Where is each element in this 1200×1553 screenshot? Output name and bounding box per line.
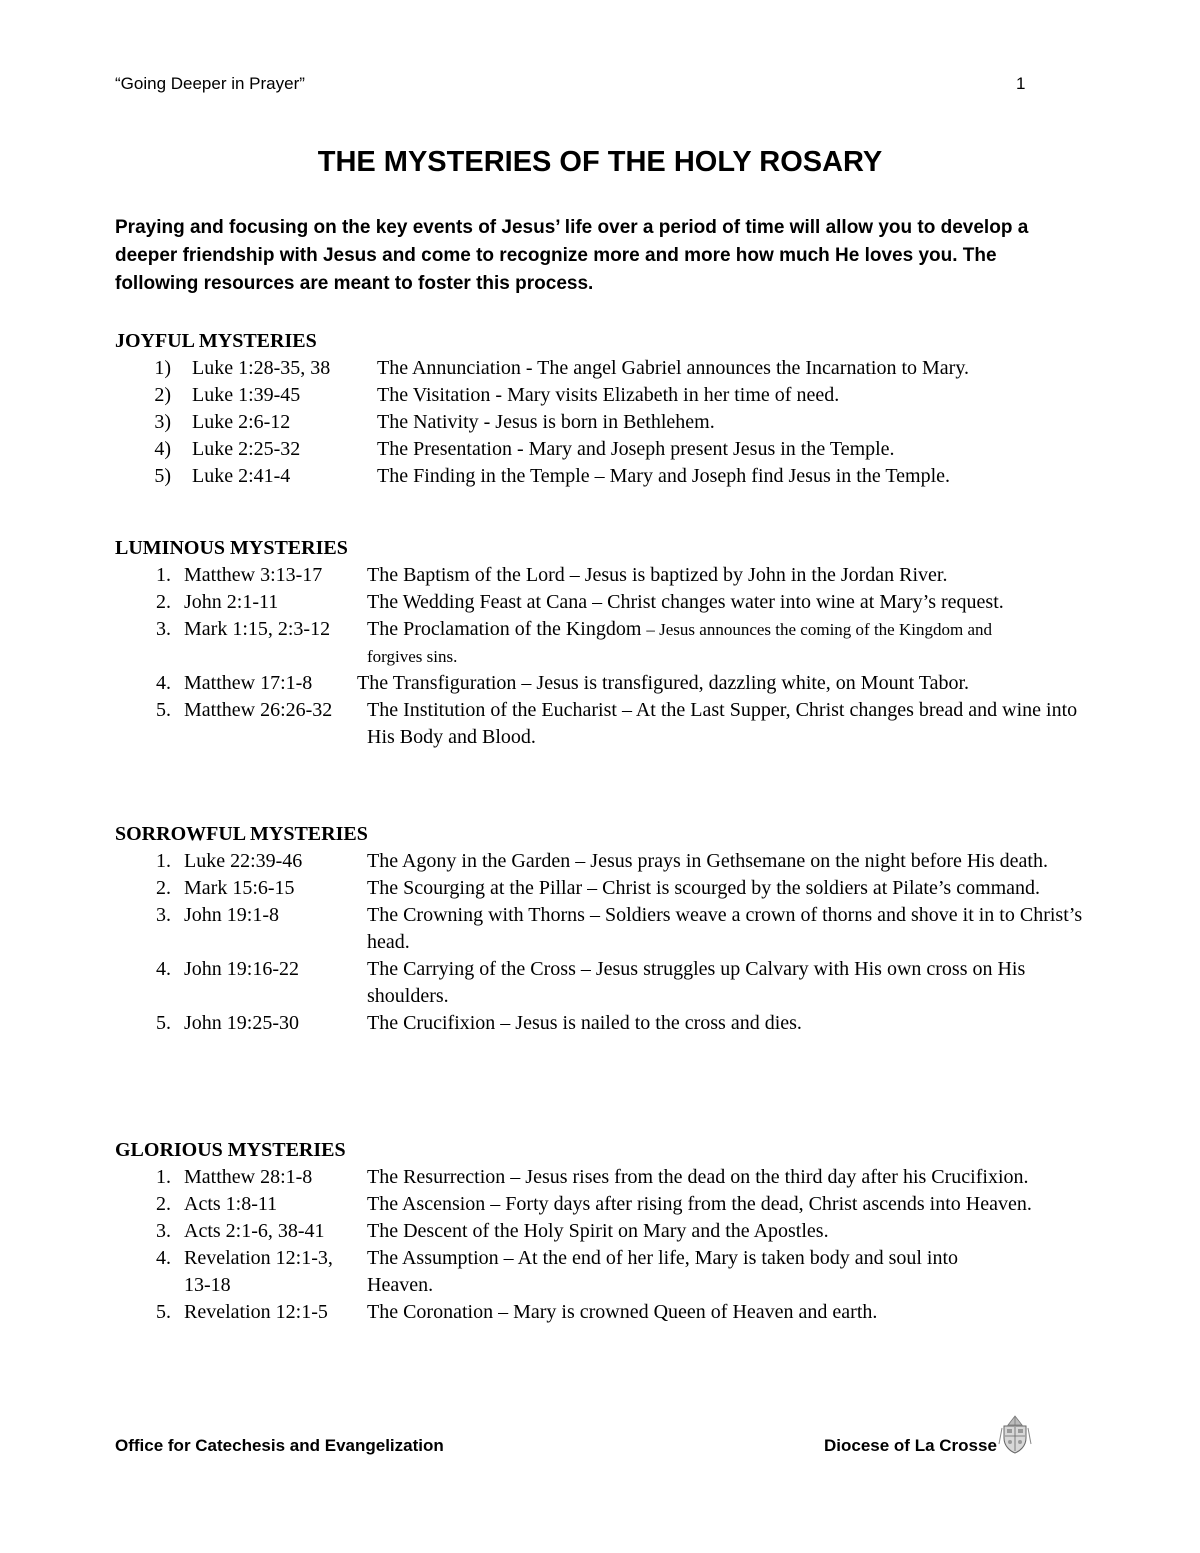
item-number: 4. xyxy=(156,958,171,980)
list-item xyxy=(115,1245,1115,1299)
scripture-reference: Revelation 12:1-5 xyxy=(184,1301,328,1323)
scripture-reference: Luke 1:28-35, 38 xyxy=(192,357,331,379)
list-item xyxy=(115,902,1115,956)
mystery-description: The Assumption – At the end of her life, Mary is taken body and soul into Heaven. xyxy=(367,1247,959,1296)
mystery-description: The Scourging at the Pillar – Christ is scourged by the soldiers at Pilate’s command. xyxy=(367,877,1041,899)
mystery-description: The Nativity - Jesus is born in Bethlehem. xyxy=(377,411,715,433)
mystery-description: The Annunciation - The angel Gabriel announces the Incarnation to Mary. xyxy=(377,357,970,379)
item-number: 2. xyxy=(156,1193,171,1215)
item-number: 3) xyxy=(154,411,171,433)
list-item xyxy=(115,1218,1115,1245)
list-item xyxy=(115,697,1115,751)
mystery-description: The Descent of the Holy Spirit on Mary and the Apostles. xyxy=(367,1220,829,1242)
list-item xyxy=(115,1191,1115,1218)
scripture-reference: John 2:1-11 xyxy=(184,591,279,613)
scripture-reference: Matthew 26:26-32 xyxy=(184,699,333,721)
scripture-reference: John 19:1-8 xyxy=(184,904,279,926)
section-heading: LUMINOUS MYSTERIES xyxy=(115,537,348,559)
list-item xyxy=(115,463,1115,490)
item-number: 1. xyxy=(156,1166,171,1188)
scripture-reference: Luke 1:39-45 xyxy=(192,384,301,406)
mystery-description: The Resurrection – Jesus rises from the dead on the third day after his Crucifixion. xyxy=(367,1166,1029,1188)
mystery-description: The Visitation - Mary visits Elizabeth in her time of need. xyxy=(377,384,840,406)
scripture-reference: Acts 2:1-6, 38-41 xyxy=(184,1220,325,1242)
list-item xyxy=(115,409,1115,436)
mystery-description: The Transfiguration – Jesus is transfigured, dazzling white, on Mount Tabor. xyxy=(357,672,970,694)
scripture-reference: Luke 2:6-12 xyxy=(192,411,291,433)
section-heading: JOYFUL MYSTERIES xyxy=(115,330,317,352)
item-number: 3. xyxy=(156,904,171,926)
mystery-description xyxy=(367,616,1047,670)
list-item xyxy=(115,436,1115,463)
scripture-reference: Matthew 17:1-8 xyxy=(184,672,313,694)
list-item xyxy=(115,848,1115,875)
item-number: 5. xyxy=(156,1301,171,1323)
list-item xyxy=(115,956,1115,1010)
item-number: 1. xyxy=(156,564,171,586)
scripture-reference: Mark 1:15, 2:3-12 xyxy=(184,618,331,640)
section-sorrowful xyxy=(115,820,1115,1037)
list-item xyxy=(115,1299,1115,1326)
item-number: 2) xyxy=(154,384,171,406)
mystery-description: The Crucifixion – Jesus is nailed to the cross and dies. xyxy=(367,1012,802,1034)
scripture-reference-continued: 13-18 xyxy=(184,1274,231,1296)
footer-diocese: Diocese of La Crosse xyxy=(824,1436,997,1455)
item-number: 5) xyxy=(154,465,171,487)
list-item xyxy=(115,875,1115,902)
item-number: 2. xyxy=(156,877,171,899)
list-item xyxy=(115,355,1115,382)
item-number: 4. xyxy=(156,1247,171,1269)
scripture-reference: Acts 1:8-11 xyxy=(184,1193,278,1215)
list-item xyxy=(115,589,1115,616)
item-number: 1. xyxy=(156,850,171,872)
scripture-reference: Revelation 12:1-3, xyxy=(184,1247,333,1269)
mystery-description: The Carrying of the Cross – Jesus struggles up Calvary with His own cross on His shoulders. xyxy=(367,958,1026,1007)
item-number: 5. xyxy=(156,699,171,721)
item-number: 4) xyxy=(154,438,171,460)
scripture-reference: Luke 2:41-4 xyxy=(192,465,291,487)
item-number: 3. xyxy=(156,1220,171,1242)
scripture-reference: Luke 22:39-46 xyxy=(184,850,303,872)
section-joyful xyxy=(115,327,1115,490)
section-heading: GLORIOUS MYSTERIES xyxy=(115,1139,346,1161)
list-item xyxy=(115,616,1115,670)
section-heading: SORROWFUL MYSTERIES xyxy=(115,823,368,845)
item-number: 2. xyxy=(156,591,171,613)
item-number: 3. xyxy=(156,618,171,640)
mystery-description: The Coronation – Mary is crowned Queen of Heaven and earth. xyxy=(367,1301,878,1323)
scripture-reference: Mark 15:6-15 xyxy=(184,877,295,899)
header-title: “Going Deeper in Prayer” xyxy=(115,74,305,93)
list-item xyxy=(115,562,1115,589)
page-number: 1 xyxy=(1016,74,1026,93)
mystery-description: The Finding in the Temple – Mary and Joseph find Jesus in the Temple. xyxy=(377,465,951,487)
intro-paragraph: Praying and focusing on the key events of Jesus’ life over a period of time will allow you to develop a deeper friendship with Jesus and come to recognize more and more how much He loves you. The following resources are meant to foster this process. xyxy=(115,217,1029,294)
item-number: 4. xyxy=(156,672,171,694)
section-luminous xyxy=(115,534,1115,751)
section-glorious xyxy=(115,1136,1115,1326)
mystery-description: The Wedding Feast at Cana – Christ changes water into wine at Mary’s request. xyxy=(367,591,1004,613)
scripture-reference: Matthew 3:13-17 xyxy=(184,564,323,586)
mystery-title: The Proclamation of the Kingdom xyxy=(367,618,642,640)
mystery-description: The Presentation - Mary and Joseph present Jesus in the Temple. xyxy=(377,438,895,460)
mystery-description: The Crowning with Thorns – Soldiers weave a crown of thorns and shove it in to Christ’s head. xyxy=(367,904,1083,953)
list-item xyxy=(115,1164,1115,1191)
list-item xyxy=(115,1010,1115,1037)
mystery-description: The Agony in the Garden – Jesus prays in Gethsemane on the night before His death. xyxy=(367,850,1048,872)
mystery-description: The Institution of the Eucharist – At the Last Supper, Christ changes bread and wine into His Body and Blood. xyxy=(367,699,1078,748)
item-number: 1) xyxy=(154,357,171,379)
diocese-seal-icon xyxy=(996,1414,1034,1456)
scripture-reference: Matthew 28:1-8 xyxy=(184,1166,313,1188)
item-number: 5. xyxy=(156,1012,171,1034)
page-title: THE MYSTERIES OF THE HOLY ROSARY xyxy=(317,146,883,178)
mystery-description: The Ascension – Forty days after rising from the dead, Christ ascends into Heaven. xyxy=(367,1193,1032,1215)
scripture-reference: John 19:25-30 xyxy=(184,1012,299,1034)
scripture-reference: John 19:16-22 xyxy=(184,958,299,980)
list-item xyxy=(115,382,1115,409)
mystery-detail: – Jesus announces the coming of the Kingdom and forgives sins. xyxy=(367,620,992,666)
list-item xyxy=(115,670,1115,697)
mystery-description: The Baptism of the Lord – Jesus is baptized by John in the Jordan River. xyxy=(367,564,948,586)
footer-office: Office for Catechesis and Evangelization xyxy=(115,1436,444,1455)
scripture-reference: Luke 2:25-32 xyxy=(192,438,301,460)
